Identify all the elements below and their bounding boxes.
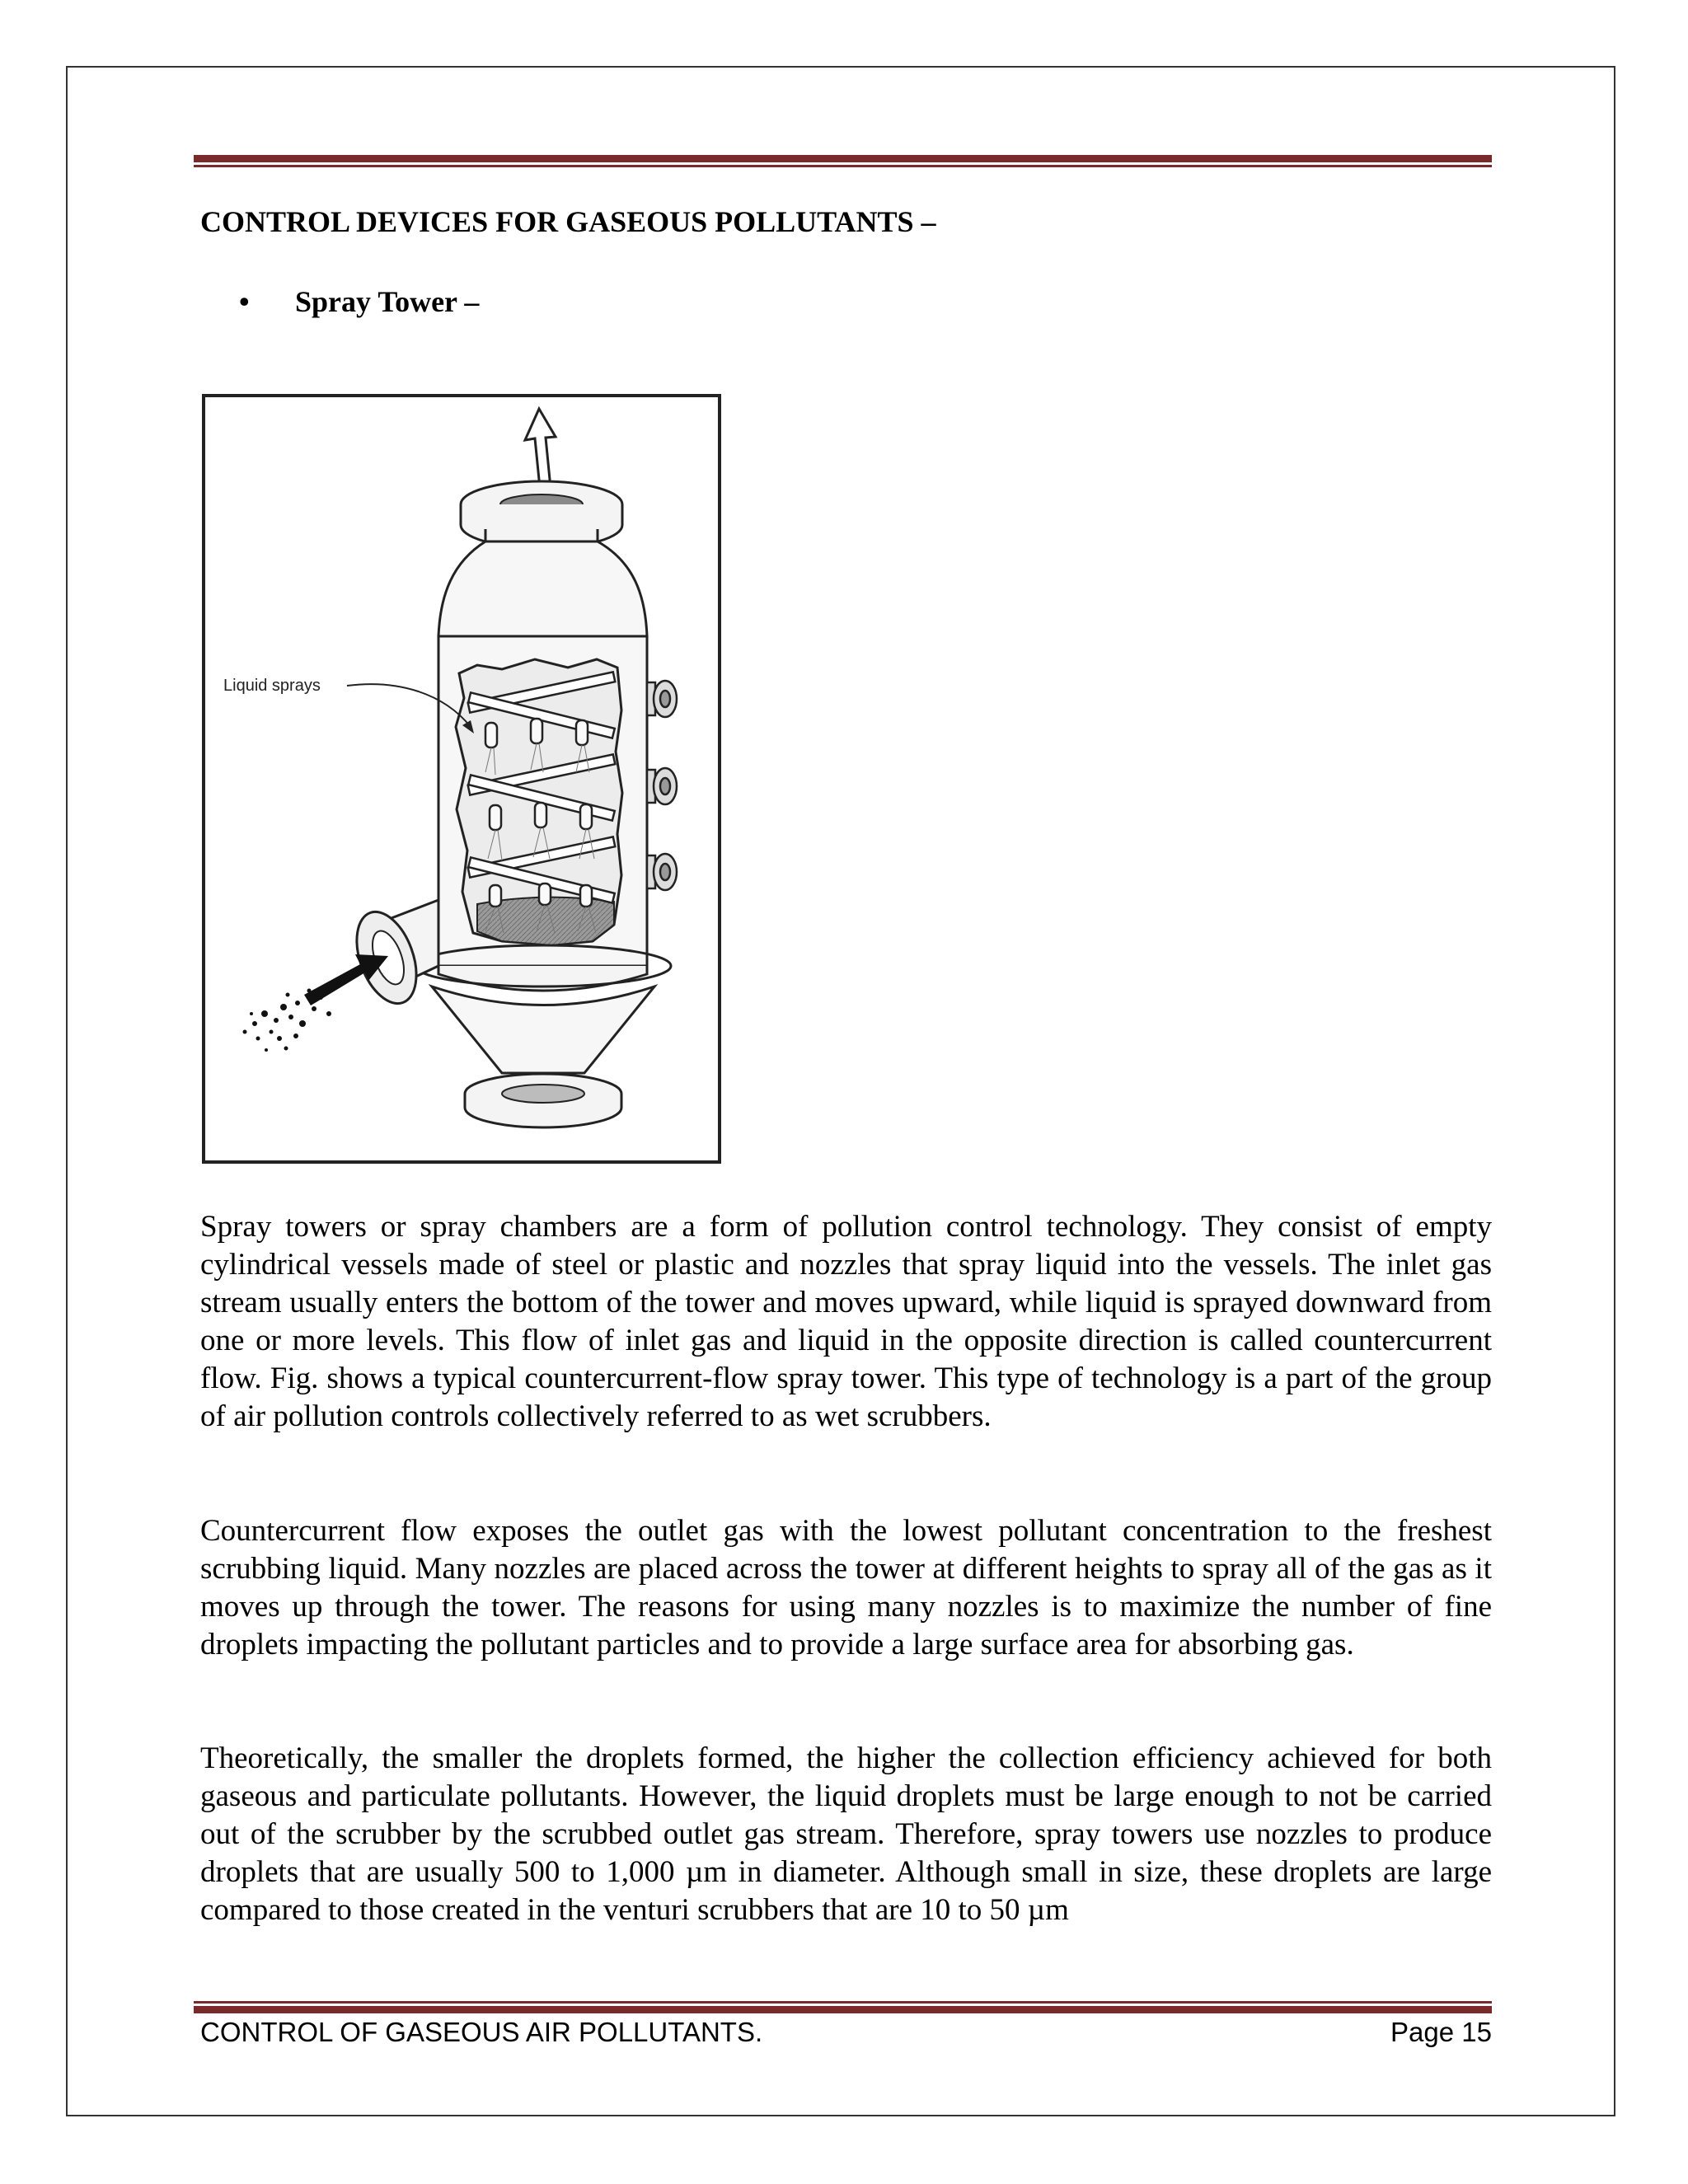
bottom-cone <box>432 987 654 1073</box>
paragraph-3: Theoretically, the smaller the droplets formed, the higher the collection efficiency achieved for both gaseous and particulate pollutants. However, the liquid droplets must be large enough to not be carried out of the scrubber by the scrubbed outlet gas stream. Therefore, spray towers use nozzles to produce droplets that are usually 500 to 1,000 µm in diameter. Although small in size, these droplets are large compared to those created in the venturi scrubbers that are 10 to 50 µm <box>200 1741 1492 1927</box>
spray-tower-diagram <box>205 397 718 1160</box>
paragraph-2: Countercurrent flow exposes the outlet gas with the lowest pollutant concentration to the freshest scrubbing liquid. Many nozzles are placed across the tower at different heights to spray all of the gas as it moves up through the tower. The reasons for using many nozzles is to maximize the number of fine droplets impacting the pollutant particles and to provide a large surface area for absorbing gas. <box>200 1514 1492 1661</box>
side-ports <box>647 681 677 890</box>
header-rule <box>194 155 1492 167</box>
spray-tower-figure <box>202 394 721 1164</box>
bullet-dot: • <box>239 285 250 318</box>
bullet-item-spray-tower <box>239 284 479 319</box>
section-heading: CONTROL DEVICES FOR GASEOUS POLLUTANTS – <box>200 205 936 238</box>
header-rule-thin <box>194 165 1492 167</box>
bullet-title: Spray Tower – <box>295 285 480 318</box>
figure-label-liquid-sprays: Liquid sprays <box>223 677 321 695</box>
page-number: Page 15 <box>1390 2017 1492 2047</box>
footer-rule-thick <box>194 2006 1492 2013</box>
paragraph-1: Spray towers or spray chambers are a form of pollution control technology. They consist of empty cylindrical vessels made of steel or plastic and nozzles that spray liquid into the vessels. The inlet gas stream usually enters the bottom of the tower and moves upward, while liquid is sprayed downward from one or more levels. This flow of inlet gas and liquid in the opposite direction is called countercurrent flow. Fig. shows a typical countercurrent-flow spray tower. This type of technology is a part of the group of air pollution controls collectively referred to as wet scrubbers. <box>200 1210 1492 1433</box>
footer-rule-thin <box>194 2001 1492 2004</box>
footer-title: CONTROL OF GASEOUS AIR POLLUTANTS. <box>200 2017 763 2047</box>
tower-dome <box>438 541 647 636</box>
footer-rule <box>194 2001 1492 2013</box>
header-rule-thick <box>194 155 1492 162</box>
